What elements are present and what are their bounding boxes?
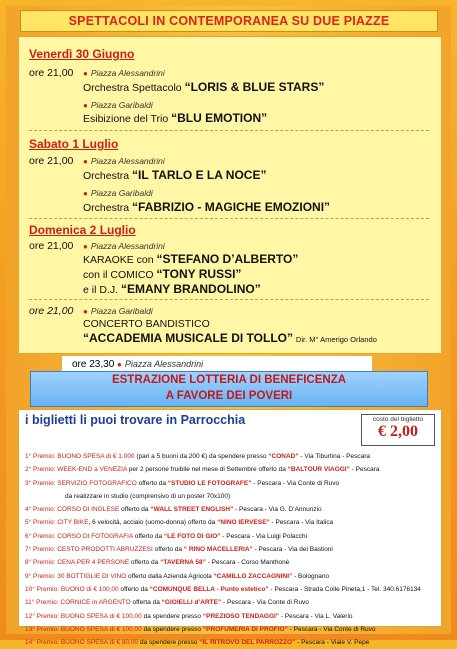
prize-mid: per 2 persone fruibile nel mese di Settembre offerto da [126, 466, 288, 474]
prize-item: 30 BOTTIGLIE DI VINO [55, 572, 127, 580]
prize-item: SERVIZIO FOTOGRAFICO [55, 479, 137, 487]
event-desc: KARAOKE con “STEFANO D’ALBERTO” [83, 252, 299, 266]
prize-tail: - Pescara - Strada Colle Pineta,1 - Tel. 340.6176134 [268, 585, 421, 593]
ticket-price: € 2,00 [378, 423, 418, 440]
divider [29, 218, 429, 219]
prize-n: 6° Premio: [25, 532, 56, 540]
prize-item: BUONO SPESA di € 100,00 [59, 612, 142, 620]
prize-item: CORSO DI INGLESE [55, 506, 120, 514]
prize-item [25, 463, 439, 476]
prize-n: 4° Premio: [25, 506, 56, 514]
prize-mid: offerta da [130, 599, 162, 607]
prize-item [25, 583, 439, 596]
prize-item: CORNICE in ARGENTO [58, 599, 131, 607]
prize-mid: da spendere presso [141, 625, 203, 633]
prize-sponsor: “CONAD” [268, 453, 299, 460]
prize-n: 1° Premio: [25, 453, 56, 460]
prize-item: BUONO di € 100,00 [59, 585, 119, 593]
prize-mid: offerto da [119, 506, 151, 514]
prize-sponsor: “LE FOTO DI GIO” [163, 532, 221, 540]
day-date: Sabato 1 Luglio [29, 137, 119, 151]
prize-item [25, 570, 439, 583]
prize-sponsor: “STUDIO LE FOTOGRAFE” [167, 479, 252, 487]
prize-n: 9° Premio: [25, 572, 56, 580]
lottery-time: ore 23,30 ● Piazza Alessandrini [62, 356, 372, 372]
prize-mid: da spendere presso [141, 612, 203, 620]
prize-tail: - Pescara - Via dei Bastioni [252, 546, 333, 554]
prize-item [25, 516, 439, 529]
prize-sponsor: “COMUNQUE BELLA - Punto estetico” [149, 585, 269, 593]
event-desc: Orchestra “IL TARLO E LA NOCE” [83, 168, 267, 182]
prize-panel [18, 409, 442, 647]
prize-sponsor: “GIOIELLI d’ARTE” [161, 599, 222, 607]
schedule-panel [18, 36, 442, 354]
prize-item: BUONO SPESA di € 1.000 [55, 453, 135, 460]
prize-tail: - Pescara - Viale V. Pepe [295, 639, 370, 647]
prize-mid: da realizzare in studio (comprensivo di un poster 70x100) [65, 492, 231, 500]
event-desc: Orchestra “FABRIZIO - MAGICHE EMOZIONI” [83, 200, 331, 214]
prize-sponsor: “WALL STREET ENGLISH” [150, 506, 234, 514]
event-desc: e il D.J. “EMANY BRANDOLINO” [83, 282, 261, 296]
prize-mid: offerto da [152, 546, 184, 554]
prize-n: 12° Premio: [25, 612, 60, 620]
divider [29, 130, 429, 131]
prize-mid: offerto dalla Azienda Agricola [126, 572, 214, 580]
event-desc: Orchestra Spettacolo “LORIS & BLUE STARS” [83, 80, 325, 94]
event-desc: “ACCADEMIA MUSICALE DI TOLLO” Dir. M° Amerigo Orlando [83, 331, 377, 345]
prize-mid: (pari a 5 buoni da 200 €) da spendere presso [134, 453, 269, 460]
prize-n: 10° Premio: [25, 585, 60, 593]
prize-item [25, 543, 439, 556]
prize-tail: - Pescara - Via Conte di Ruvo [287, 625, 376, 633]
tickets-headline: i biglietti li puoi trovare in Parrocchia [25, 413, 246, 427]
prize-mid: da spendere presso [138, 639, 200, 647]
event-row: ● Piazza Garibaldi [83, 100, 153, 110]
prize-sponsor: “PROFUMERIA DI PROFIO” [202, 625, 288, 633]
prize-mid: offerto da [136, 479, 168, 487]
price-label: costo del biglietto [372, 416, 424, 423]
prize-item: BUONO SPESA di € 100,00 [59, 625, 142, 633]
event-row: ore 21,00 ● Piazza Alessandrini [29, 155, 165, 167]
prize-tail: - Pescara - Corso Manthonè [205, 559, 290, 567]
prize-item: CESTO PRODOTTI ABRUZZESI [55, 546, 153, 554]
event-desc: con il COMICO “TONY RUSSI” [83, 267, 242, 281]
event-desc: CONCERTO BANDISTICO [83, 318, 210, 330]
prize-n: 3° Premio: [25, 479, 56, 487]
prize-tail: - Pescara - Via G. D’Annunzio [233, 506, 322, 514]
prize-n: 13° Premio: [25, 625, 60, 633]
prize-list [25, 450, 439, 649]
prize-item: CORSO DI FOTOGRAFIA [55, 532, 133, 540]
prize-mid: offerto da [118, 585, 150, 593]
day-date: Domenica 2 Luglio [29, 223, 136, 237]
prize-tail: - Bolognano [292, 572, 330, 580]
prize-item [25, 490, 439, 503]
event-row: ore 21,00 ● Piazza Alessandrini [29, 67, 165, 79]
page-title: SPETTACOLI IN CONTEMPORANEA SU DUE PIAZZE [20, 10, 438, 32]
prize-tail: - Pescara - Via L. Valerio [279, 612, 353, 620]
prize-n: 11° Premio: [25, 599, 59, 607]
prize-item [25, 477, 439, 490]
prize-tail: - Pescara - Via Conte di Ruvo [251, 479, 340, 487]
prize-item [25, 596, 439, 609]
prize-sponsor: “IL RITROVO DEL PARROZZO” [199, 639, 296, 647]
day-date: Venerdì 30 Giugno [29, 47, 135, 61]
prize-item: WEEK-END a VENEZIA [55, 466, 127, 474]
prize-sponsor: “TAVERNA 58” [160, 559, 206, 567]
prize-tail: - Pescara - Via Italica [269, 519, 334, 527]
prize-tail: - Via Tiburtina - Pescara [298, 453, 371, 460]
prize-sponsor: “ RINO MACELLERIA” [183, 546, 253, 554]
prize-n: 14° Premio: [25, 639, 60, 647]
prize-sponsor: “CAMILLO ZACCAGNINI” [213, 572, 293, 580]
lottery-banner [30, 371, 428, 407]
prize-item [25, 450, 439, 463]
event-row: ore 21,00 ● Piazza Alessandrini [29, 240, 165, 252]
prize-n: 5° Premio: [25, 519, 56, 527]
prize-tail: - Pescara [349, 466, 380, 474]
event-desc: Esibizione del Trio “BLU EMOTION” [83, 111, 268, 125]
prize-sponsor: “PREZIOSO TENDAGGI” [202, 612, 280, 620]
prize-item: CENA PER 4 PERSONE [55, 559, 130, 567]
prize-mid: offerto da [129, 559, 161, 567]
prize-tail: - Pescara - Via Luigi Polacchi [220, 532, 308, 540]
lottery-line-2: A FAVORE DEI POVERI [165, 390, 293, 402]
prize-item: CITY BIKE [55, 519, 89, 527]
prize-item [25, 530, 439, 543]
lottery-line-1: ESTRAZIONE LOTTERIA DI BENEFICENZA [111, 374, 347, 386]
prize-sponsor: “BALTOUR VIAGGI” [287, 466, 350, 474]
prize-tail: - Pescara - Via Conte di Ruvo [221, 599, 309, 607]
prize-item [25, 636, 439, 649]
prize-item [25, 610, 439, 623]
prize-item [25, 556, 439, 569]
prize-mid: offerto da [132, 532, 164, 540]
divider [29, 299, 429, 300]
price-box [361, 414, 435, 446]
event-row: ● Piazza Garibaldi [83, 188, 153, 198]
prize-sponsor: “NINO IERVESE” [217, 519, 270, 527]
prize-n: 7° Premio: [25, 546, 56, 554]
prize-item [25, 503, 439, 516]
prize-item [25, 623, 439, 636]
event-row: ore 21,00 ● Piazza Garibaldi [29, 305, 153, 317]
prize-n: 8° Premio: [25, 559, 56, 567]
prize-mid: , 6 velocità, acciaio (uomo-donna) offerto da [88, 519, 218, 527]
prize-item: BUONO SPESA di € 80,00 [59, 639, 139, 647]
prize-n: 2° Premio: [25, 466, 56, 474]
